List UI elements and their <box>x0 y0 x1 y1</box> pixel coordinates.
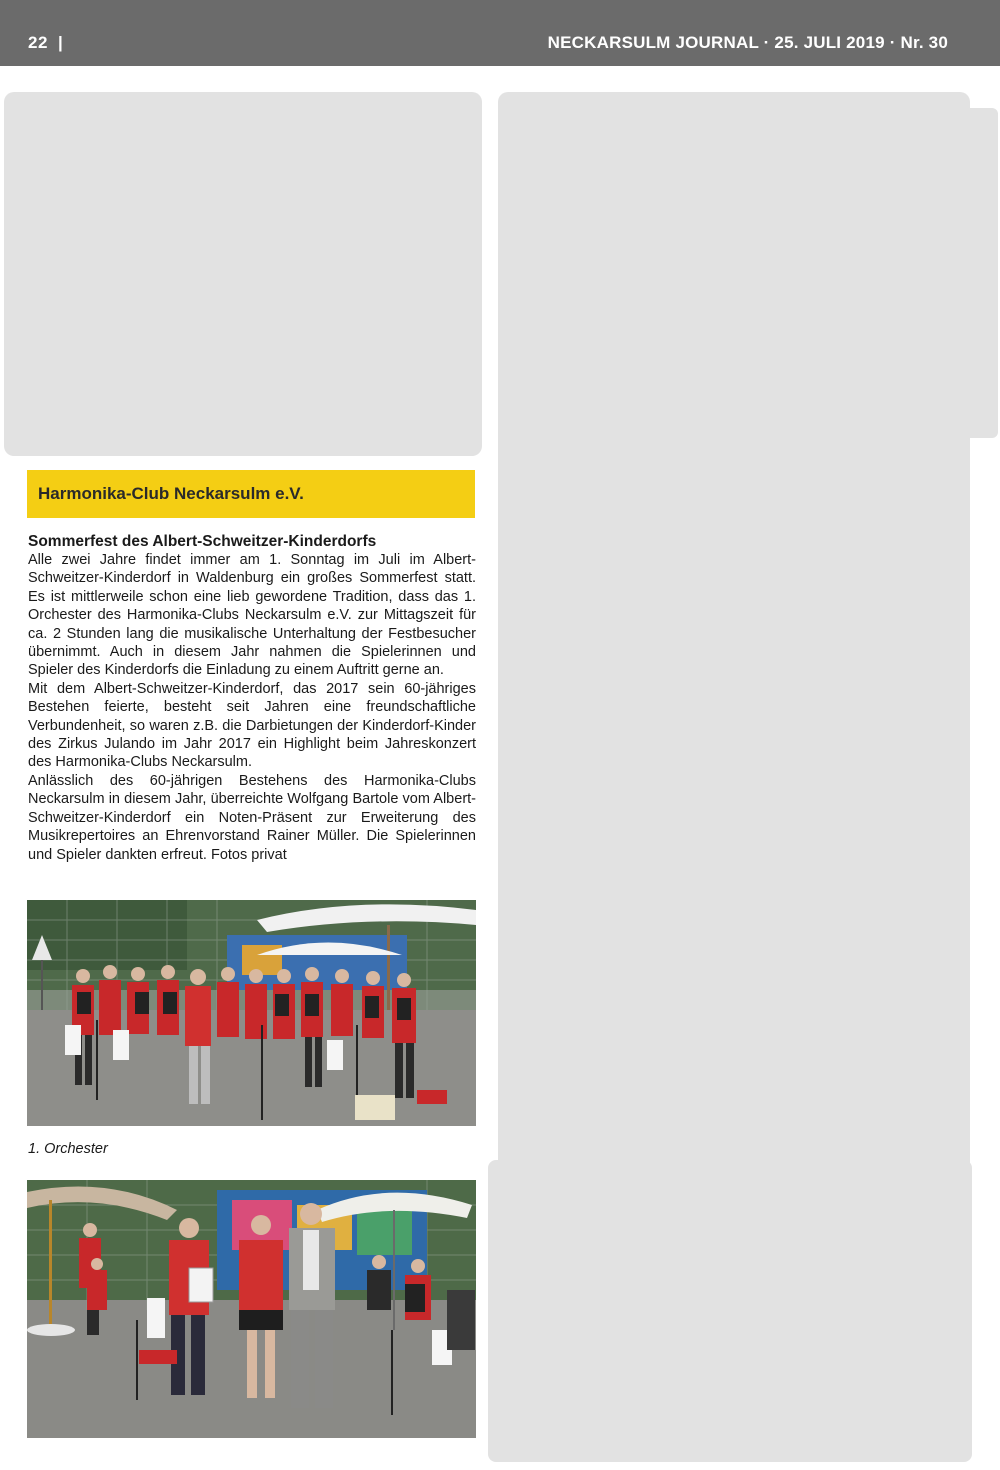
club-banner <box>27 470 475 518</box>
photo-caption: 1. Orchester <box>28 1141 108 1157</box>
page-header <box>0 0 1000 66</box>
redacted-region-right-edge <box>952 108 998 438</box>
presentation-photo <box>27 1180 476 1438</box>
article-paragraph-3: Anlässlich des 60-jährigen Bestehens des Harmonika-Clubs Neckarsulm in diesem Jahr, überreichte Wolfgang Bartole vom Albert-Schweitzer-Kinderdorf ein Noten-Präsent zur Erweiterung des Musikrepertoires an Ehrenvorstand Rainer Müller. Die Spielerinnen und Spieler dankten erfreut. Fotos privat <box>28 772 476 863</box>
article-headline: Sommerfest des Albert-Schweitzer-Kinderdorfs <box>28 533 377 550</box>
article <box>28 532 476 864</box>
page-separator: | <box>58 33 63 52</box>
article-paragraph-1: Alle zwei Jahre findet immer am 1. Sonntag im Juli im Albert-Schweitzer-Kinderdorf in Waldenburg ein großes Sommerfest statt. Es ist mittlerweile schon eine lieb gewordene Tradition, dass das 1. Orchester des Harmonika-Clubs Neckarsulm e.V. zur Mittagszeit für ca. 2 Stunden lang die musikalische Unterhaltung der Festbesucher übernimmt. Auch in diesem Jahr nahmen die Spielerinnen und Spieler des Kinderdorfs die Einladung zu einem Auftritt gerne an. <box>28 552 476 679</box>
masthead: NECKARSULM JOURNAL · 25. JULI 2019 · Nr. 30 <box>547 33 948 52</box>
redacted-region-top-left <box>4 92 482 456</box>
redacted-region-bottom-right <box>488 1160 972 1462</box>
article-paragraph-2: Mit dem Albert-Schweitzer-Kinderdorf, das 2017 sein 60-jähriges Bestehen feierte, besteht seit Jahren eine freundschaftliche Verbundenheit, so waren z.B. die Darbietungen der Kinderdorf-Kinder des Zirkus Julando im Jahr 2017 ein Highlight beim Jahreskonzert des Harmonika-Clubs Neckarsulm. <box>28 680 476 771</box>
page-number: 22 <box>28 33 48 52</box>
orchestra-photo <box>27 900 476 1126</box>
club-title: Harmonika-Club Neckarsulm e.V. <box>38 484 304 503</box>
